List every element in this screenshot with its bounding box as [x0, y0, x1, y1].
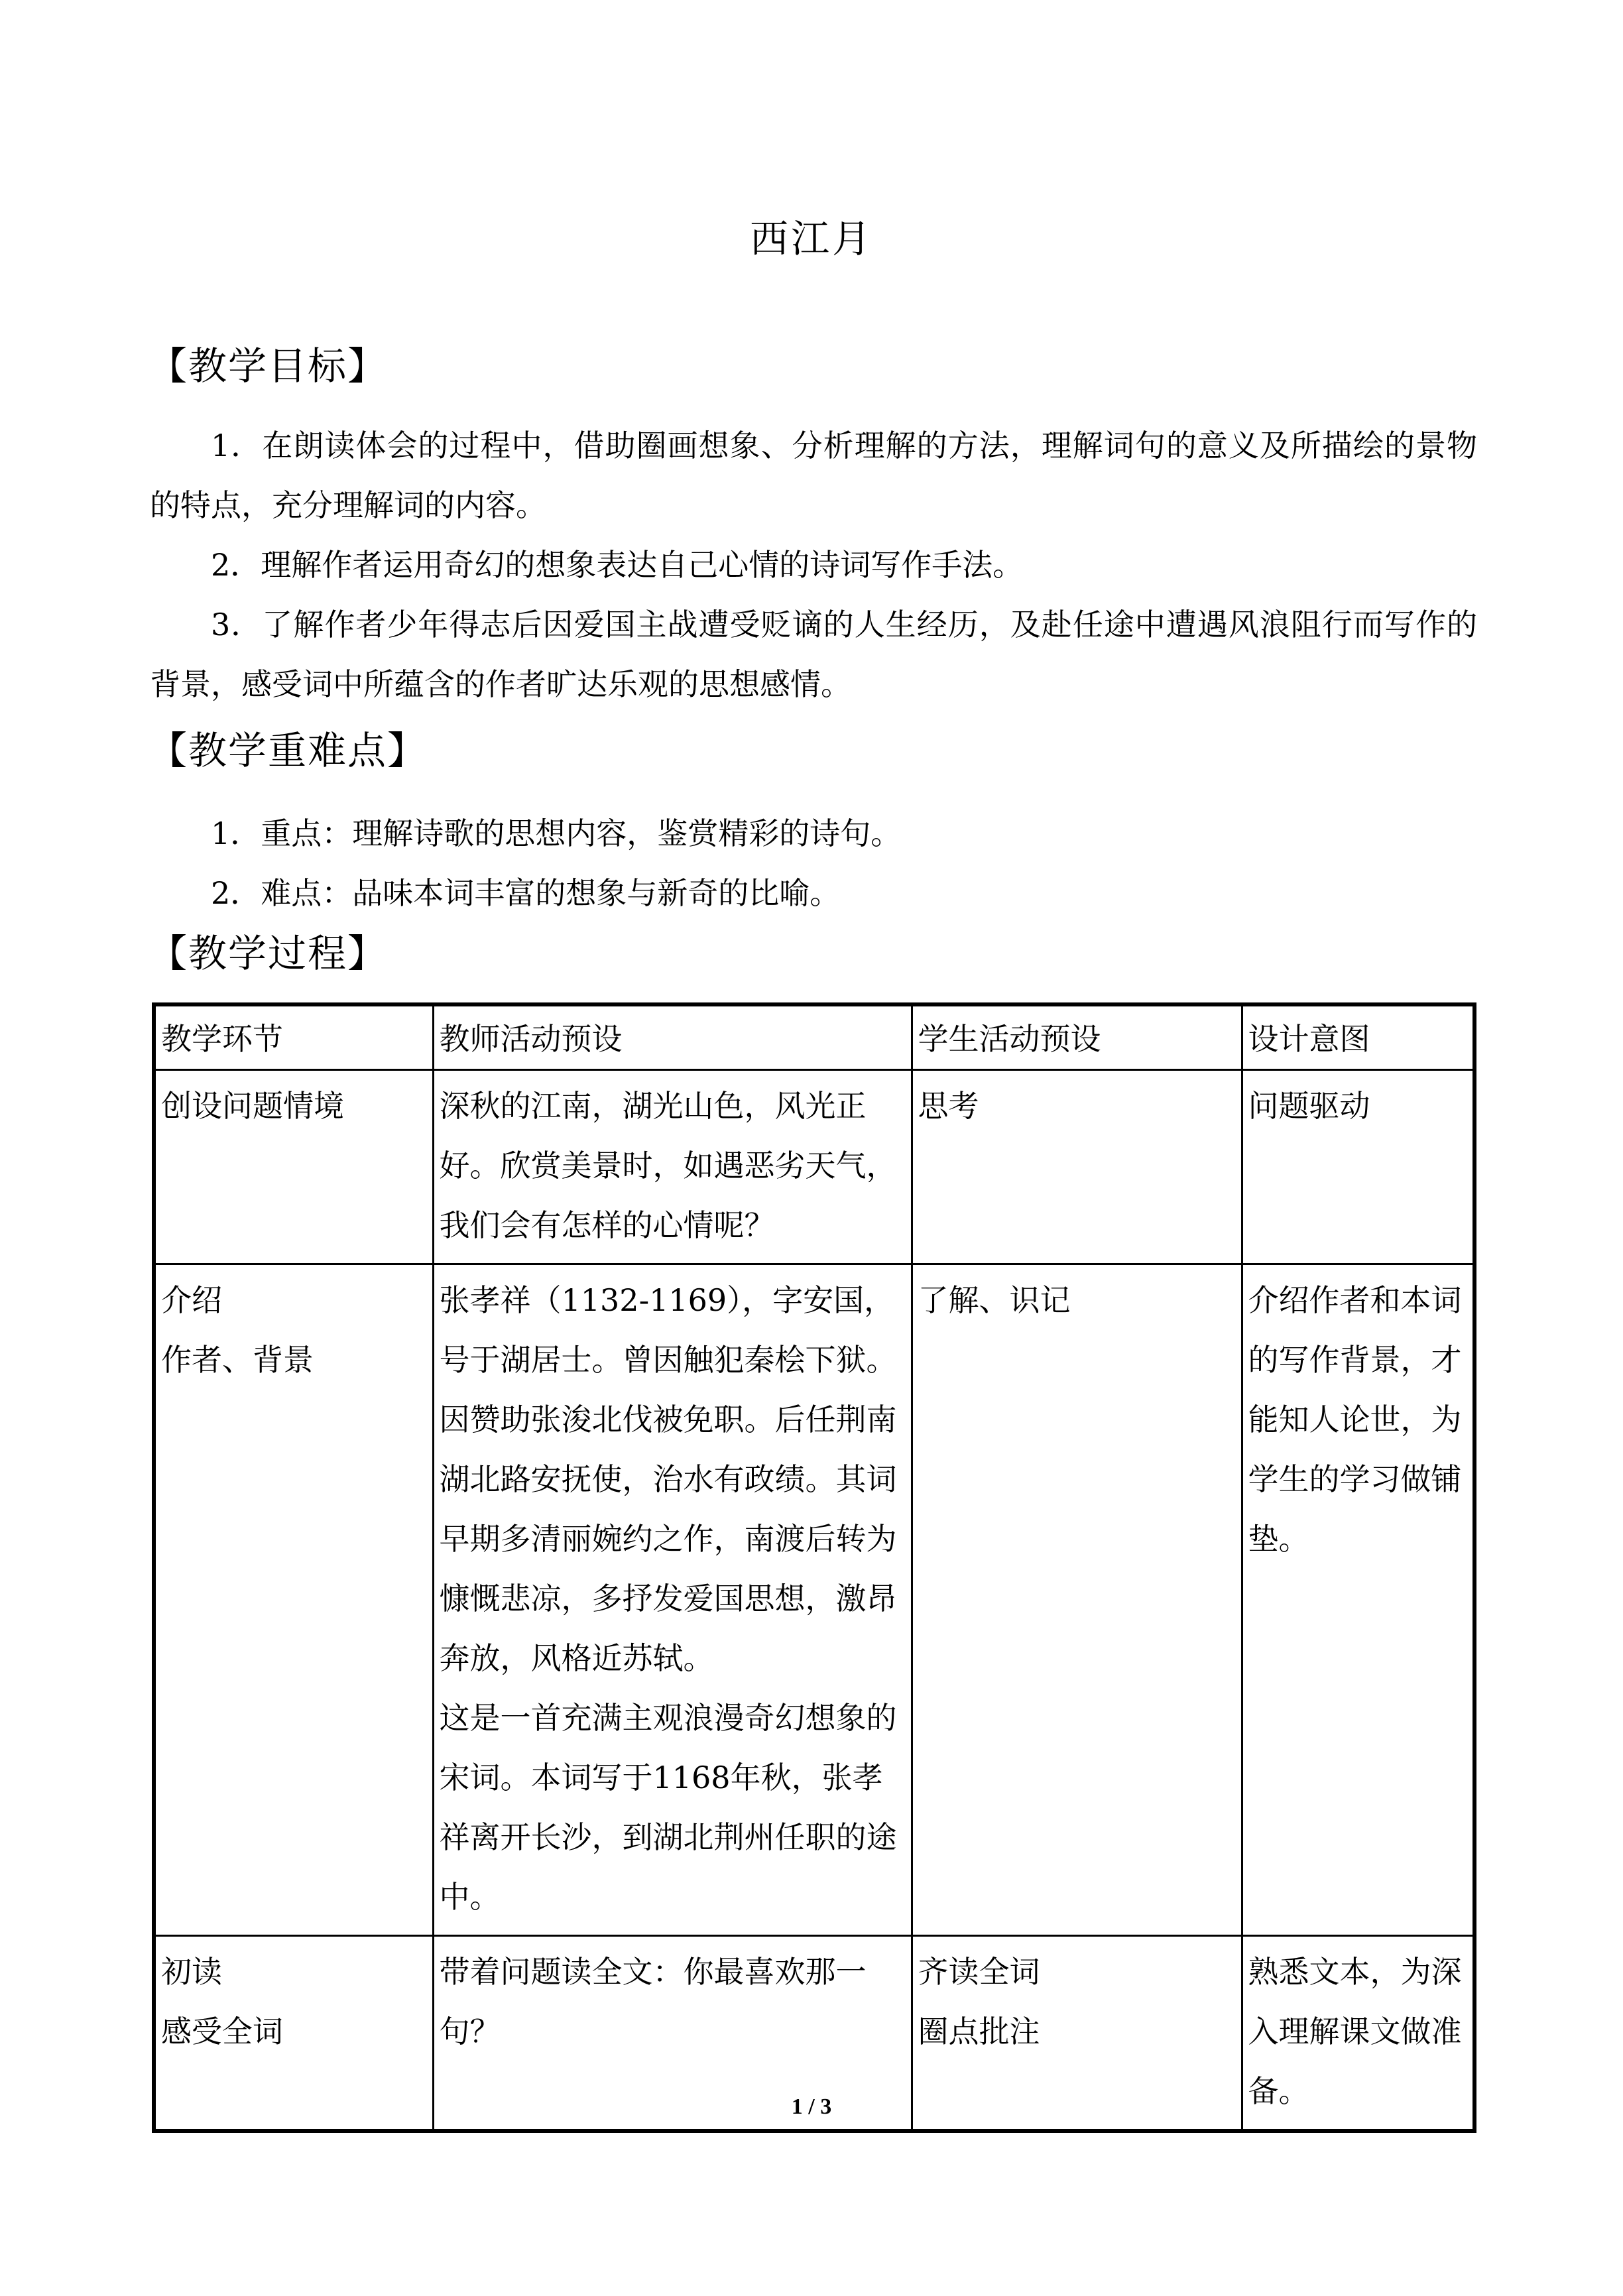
- cell-student-activity: 了解、识记: [912, 1264, 1242, 1936]
- objectives-heading: 【教学目标】: [149, 343, 388, 389]
- key-point-item-1: 1．重点：理解诗歌的思想内容，鉴赏精彩的诗句。: [211, 816, 902, 851]
- cell-teacher-activity: 张孝祥（1132-1169），字安国，号于湖居士。曾因触犯秦桧下狱。因赞助张浚北伐被免职。后任荆南湖北路安抚使，治水有政绩。其词早期多清丽婉约之作，南渡后转为慷慨悲凉，多抒发爱国思想，激昂奔放，风格近苏轼。 这是一首充满主观浪漫奇幻想象的宋词。本词写于1168年秋，张孝祥离开长沙，到湖北荆州任职的途中。: [433, 1264, 912, 1936]
- objective-item-3: 3．了解作者少年得志后因爱国主战遭受贬谪的人生经历，及赴任途中遭遇风浪阻行而写作的背景，感受词中所蕴含的作者旷达乐观的思想感情。: [150, 607, 1477, 702]
- process-heading: 【教学过程】: [149, 931, 388, 976]
- header-design-intent: 设计意图: [1242, 1004, 1474, 1070]
- header-stage: 教学环节: [154, 1004, 433, 1070]
- header-student-activity: 学生活动预设: [912, 1004, 1242, 1070]
- cell-stage: 创设问题情境: [154, 1070, 433, 1264]
- objective-item-1: 1．在朗读体会的过程中，借助圈画想象、分析理解的方法，理解词句的意义及所描绘的景物的特点，充分理解词的内容。: [150, 428, 1477, 523]
- cell-student-activity: 齐读全词 圈点批注: [912, 1936, 1242, 2132]
- table-row: [154, 1264, 1474, 1936]
- cell-teacher-activity: 带着问题读全文：你最喜欢那一句？: [433, 1936, 912, 2132]
- cell-design-intent: 问题驱动: [1242, 1070, 1474, 1264]
- header-teacher-activity: 教师活动预设: [433, 1004, 912, 1070]
- teaching-process-table: [152, 1002, 1476, 2133]
- table-header-row: [154, 1004, 1474, 1070]
- cell-design-intent: 熟悉文本，为深入理解课文做准备。: [1242, 1936, 1474, 2132]
- key-points-heading: 【教学重难点】: [149, 728, 428, 773]
- cell-stage: 介绍 作者、背景: [154, 1264, 433, 1936]
- page-number: 1 / 3: [791, 2094, 832, 2119]
- cell-teacher-activity: 深秋的江南，湖光山色，风光正好。欣赏美景时，如遇恶劣天气，我们会有怎样的心情呢？: [433, 1070, 912, 1264]
- document-title: 西江月: [749, 216, 873, 261]
- objective-item-2: 2．理解作者运用奇幻的想象表达自己心情的诗词写作手法。: [211, 547, 1024, 583]
- cell-design-intent: 介绍作者和本词的写作背景，才能知人论世，为学生的学习做铺垫。: [1242, 1264, 1474, 1936]
- key-point-item-2: 2．难点：品味本词丰富的想象与新奇的比喻。: [211, 875, 841, 911]
- cell-stage: 初读 感受全词: [154, 1936, 433, 2132]
- table-row: [154, 1070, 1474, 1264]
- cell-student-activity: 思考: [912, 1070, 1242, 1264]
